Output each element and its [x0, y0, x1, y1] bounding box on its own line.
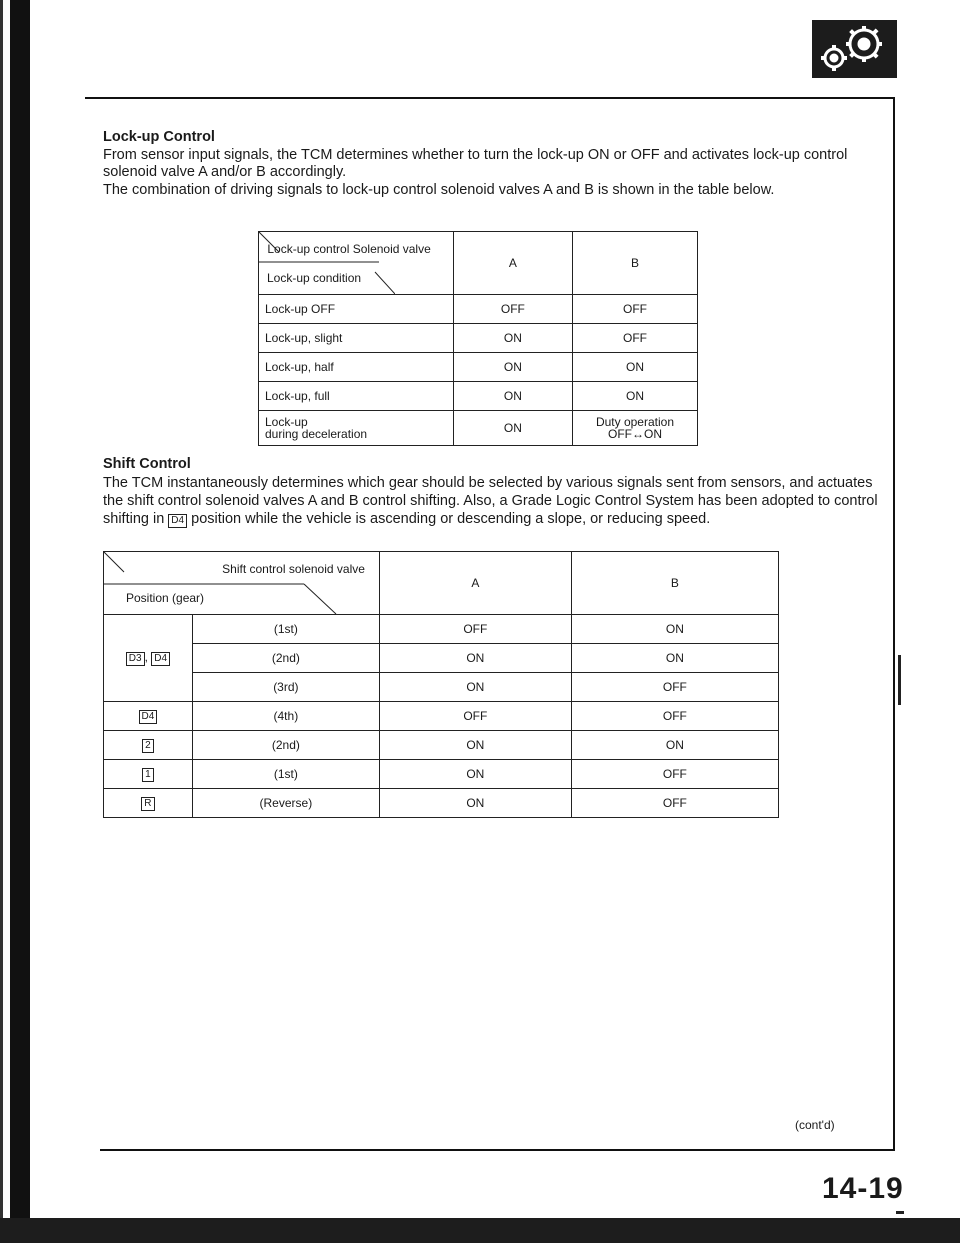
shift-value-a: OFF — [379, 615, 571, 644]
d4-position-box: D4 — [151, 652, 170, 666]
shift-value-b: OFF — [571, 760, 778, 789]
lockup-value-a: OFF — [453, 295, 572, 324]
binder-bar — [10, 0, 30, 1243]
position-box: D4 — [139, 710, 158, 724]
frame-right-rule — [893, 97, 895, 1149]
shift-paragraph-text-1: The TCM instantaneously determines which gear should be selected by various signals sent from sensors, and actuates the shift control solenoid valves A and B control shifting. Also, a Grade Logic Control System has been adopted to control shifting in — [103, 475, 878, 527]
position-box: 1 — [142, 768, 154, 782]
shift-heading: Shift Control — [103, 456, 191, 472]
margin-dash — [896, 1211, 904, 1214]
lockup-value-a: ON — [453, 411, 572, 446]
shift-value-b: OFF — [571, 702, 778, 731]
frame-bottom-rule — [100, 1149, 895, 1151]
shift-value-a: ON — [379, 789, 571, 818]
lockup-heading: Lock-up Control — [103, 129, 215, 145]
lockup-corner-bottom-label: Lock-up condition — [267, 271, 362, 285]
lockup-value-b: ON — [572, 382, 697, 411]
position-box: 2 — [142, 739, 154, 753]
shift-value-b: ON — [571, 731, 778, 760]
table-row — [104, 731, 779, 760]
gear-label: (Reverse) — [192, 789, 379, 818]
position-cell — [104, 760, 193, 789]
lockup-col-b-header: B — [572, 232, 697, 295]
shift-corner-top-label: Shift control solenoid valve — [222, 562, 365, 576]
footer-bar — [0, 1218, 960, 1243]
position-cell — [104, 702, 193, 731]
lockup-value-b: Duty operation OFF↔ON — [572, 411, 697, 446]
gear-label: (3rd) — [192, 673, 379, 702]
continued-label: (cont'd) — [795, 1118, 835, 1132]
position-cell — [104, 789, 193, 818]
lockup-condition: Lock-up during deceleration — [259, 411, 454, 446]
shift-col-a-header: A — [379, 552, 571, 615]
gear-label: (2nd) — [192, 644, 379, 673]
gear-label: (4th) — [192, 702, 379, 731]
lockup-condition: Lock-up OFF — [259, 295, 454, 324]
lockup-value-b: OFF — [572, 324, 697, 353]
lockup-corner-top-label: Lock-up control Solenoid valve — [267, 242, 431, 256]
margin-mark — [898, 655, 901, 705]
table-row — [259, 382, 698, 411]
table-row — [259, 411, 698, 446]
shift-value-b: ON — [571, 644, 778, 673]
gear-label: (1st) — [192, 615, 379, 644]
shift-col-b-header: B — [571, 552, 778, 615]
shift-paragraph — [103, 474, 883, 528]
shift-value-a: ON — [379, 760, 571, 789]
table-row — [259, 353, 698, 382]
table-row — [259, 324, 698, 353]
table-row — [104, 702, 779, 731]
lockup-col-a-header: A — [453, 232, 572, 295]
shift-value-b: OFF — [571, 673, 778, 702]
shift-table-corner — [104, 552, 380, 615]
shift-value-b: ON — [571, 615, 778, 644]
shift-value-a: OFF — [379, 702, 571, 731]
gear-label: (2nd) — [192, 731, 379, 760]
gear-label: (1st) — [192, 760, 379, 789]
shift-paragraph-text-2: position while the vehicle is ascending or descending a slope, or reducing speed. — [191, 511, 711, 527]
lockup-condition: Lock-up, full — [259, 382, 454, 411]
lockup-paragraph-1: From sensor input signals, the TCM determines whether to turn the lock-up ON or OFF and activates lock-up control solenoid valve A and/or B accordingly. — [103, 147, 848, 180]
lockup-value-a: ON — [453, 353, 572, 382]
table-row — [104, 644, 779, 673]
shift-value-a: ON — [379, 673, 571, 702]
transmission-gear-icon — [812, 20, 897, 78]
table-row — [104, 673, 779, 702]
position-cell — [104, 731, 193, 760]
table-row — [104, 789, 779, 818]
frame-top-rule — [85, 97, 893, 99]
lockup-value-a: ON — [453, 382, 572, 411]
page-number: 14-19 — [822, 1172, 904, 1205]
binder-edge — [0, 0, 3, 1243]
shift-corner-bottom-label: Position (gear) — [126, 591, 205, 605]
table-row — [104, 760, 779, 789]
lockup-condition: Lock-up, slight — [259, 324, 454, 353]
lockup-table-corner — [259, 232, 454, 295]
position-separator: , — [144, 650, 148, 664]
table-row — [259, 295, 698, 324]
lockup-value-b: ON — [572, 353, 697, 382]
position-box: R — [141, 797, 154, 811]
shift-value-a: ON — [379, 731, 571, 760]
shift-value-a: ON — [379, 644, 571, 673]
position-d3-d4 — [104, 615, 193, 702]
lockup-condition: Lock-up, half — [259, 353, 454, 382]
shift-value-b: OFF — [571, 789, 778, 818]
lockup-solenoid-table — [258, 231, 698, 446]
shift-solenoid-table — [103, 551, 779, 818]
lockup-paragraph-2: The combination of driving signals to lock-up control solenoid valves A and B is shown in the table below. — [103, 182, 775, 198]
d4-position-box: D4 — [168, 514, 187, 528]
lockup-value-b: OFF — [572, 295, 697, 324]
table-row — [104, 615, 779, 644]
lockup-value-a: ON — [453, 324, 572, 353]
d3-position-box: D3 — [126, 652, 145, 666]
